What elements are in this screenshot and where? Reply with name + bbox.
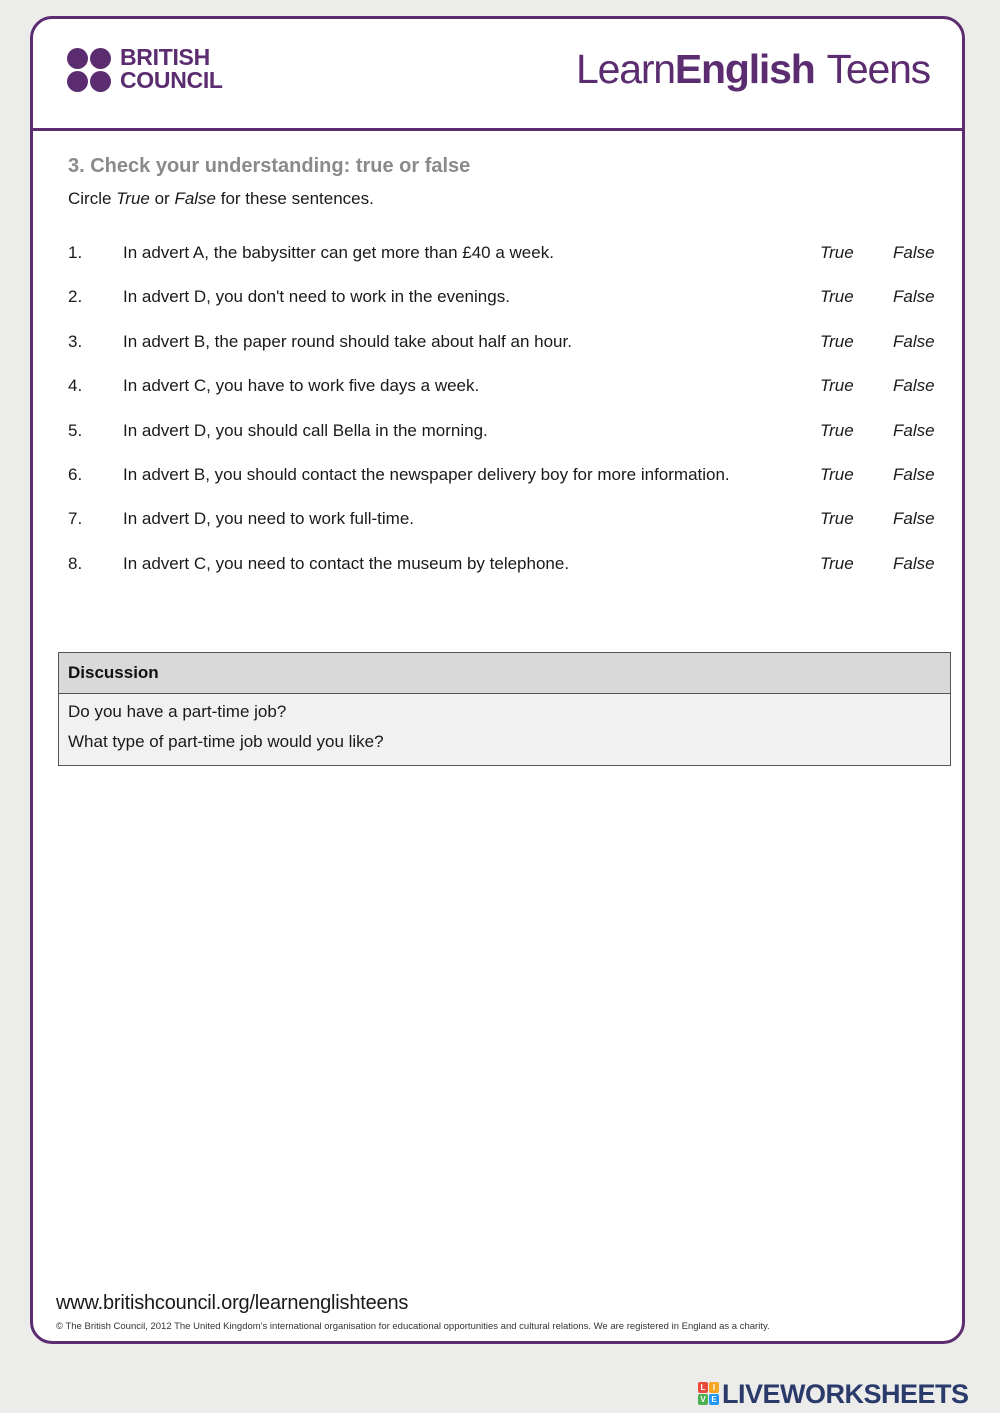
question-text: In advert C, you have to work five days a week. — [123, 376, 480, 395]
british-council-logo — [67, 46, 237, 100]
question-text: In advert B, you should contact the newspaper delivery boy for more information. — [123, 465, 730, 484]
false-option[interactable]: False — [893, 421, 935, 440]
false-option[interactable]: False — [893, 554, 935, 573]
question-number: 4. — [68, 376, 83, 395]
question-text: In advert D, you need to work full-time. — [123, 509, 415, 528]
true-option[interactable]: True — [820, 376, 854, 395]
true-option[interactable]: True — [820, 243, 854, 262]
question-row — [68, 287, 948, 313]
worksheet-page — [30, 16, 965, 1344]
question-row — [68, 332, 948, 358]
false-option[interactable]: False — [893, 332, 935, 351]
instruction-text: Circle True or False for these sentences. — [68, 189, 374, 208]
question-number: 5. — [68, 421, 83, 440]
question-number: 8. — [68, 554, 83, 573]
true-option[interactable]: True — [820, 554, 854, 573]
false-option[interactable]: False — [893, 287, 935, 306]
question-row — [68, 554, 948, 580]
false-option[interactable]: False — [893, 509, 935, 528]
question-number: 7. — [68, 509, 83, 528]
british-council-dots-icon — [67, 48, 113, 94]
question-text: In advert D, you don't need to work in the evenings. — [123, 287, 510, 306]
question-text: In advert A, the babysitter can get more than £40 a week. — [123, 243, 554, 262]
true-option[interactable]: True — [820, 332, 854, 351]
false-option[interactable]: False — [893, 376, 935, 395]
question-row — [68, 243, 948, 269]
false-option[interactable]: False — [893, 465, 935, 484]
liveworksheets-icon: L I V E — [698, 1382, 720, 1406]
question-number: 2. — [68, 287, 83, 306]
true-option[interactable]: True — [820, 509, 854, 528]
question-text: In advert C, you need to contact the museum by telephone. — [123, 554, 570, 573]
question-row — [68, 509, 948, 535]
true-option[interactable]: True — [820, 421, 854, 440]
false-option[interactable]: False — [893, 243, 935, 262]
footer-copyright: © The British Council, 2012 The United Kingdom's international organisation for educational opportunities and cultural relations. We are registered in England as a charity. — [56, 1321, 770, 1332]
header-divider — [33, 128, 962, 131]
question-number: 3. — [68, 332, 83, 351]
question-row — [68, 376, 948, 402]
true-option[interactable]: True — [820, 465, 854, 484]
learnenglish-teens-logo: LearnEnglish Teens — [576, 46, 930, 92]
section-title: 3. Check your understanding: true or false — [68, 155, 471, 177]
discussion-box — [58, 652, 951, 766]
question-row — [68, 465, 948, 491]
question-text: In advert B, the paper round should take about half an hour. — [123, 332, 572, 351]
discussion-question: Do you have a part-time job? — [68, 702, 287, 721]
question-number: 1. — [68, 243, 83, 262]
footer-url: www.britishcouncil.org/learnenglishteens — [56, 1292, 409, 1314]
question-text: In advert D, you should call Bella in the morning. — [123, 421, 488, 440]
british-council-wordmark: BRITISH COUNCIL — [120, 44, 223, 93]
question-row — [68, 421, 948, 447]
question-number: 6. — [68, 465, 83, 484]
discussion-heading: Discussion — [59, 653, 950, 694]
discussion-question: What type of part-time job would you like? — [68, 732, 384, 751]
true-option[interactable]: True — [820, 287, 854, 306]
liveworksheets-wordmark: LIVEWORKSHEETS — [722, 1379, 969, 1409]
